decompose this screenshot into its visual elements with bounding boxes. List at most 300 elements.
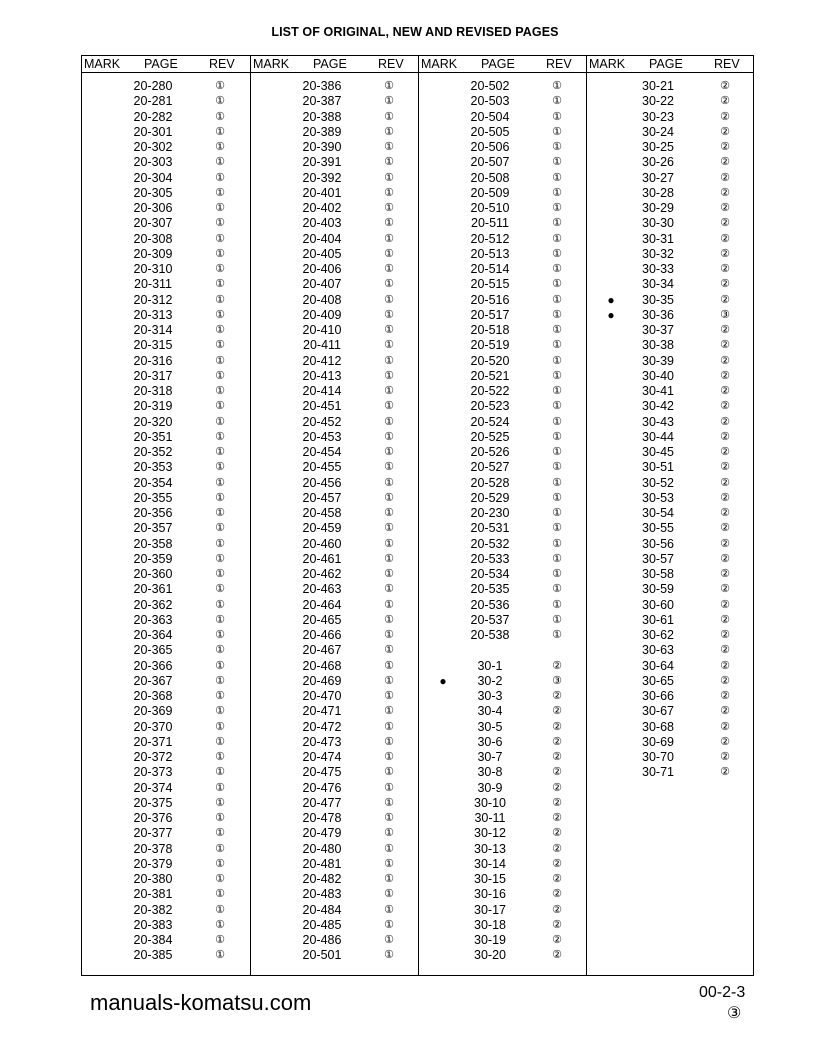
rev-cell: ① <box>552 171 562 184</box>
table-row <box>251 598 418 613</box>
page-cell: 30-23 <box>642 109 674 124</box>
table-row <box>419 613 586 628</box>
rev-cell: ① <box>215 766 225 779</box>
page-cell: 20-358 <box>133 536 173 551</box>
rev-cell: ① <box>384 247 394 260</box>
revision-table <box>81 55 754 976</box>
page-cell: 20-534 <box>470 567 510 581</box>
table-row <box>419 659 586 674</box>
table-row <box>419 918 586 933</box>
rev-cell: ① <box>384 934 394 946</box>
page-cell: 30-7 <box>477 750 503 764</box>
page-cell: 30-30 <box>642 216 674 231</box>
page-cell: 30-70 <box>642 750 674 764</box>
table-row <box>82 933 250 948</box>
rev-cell: ② <box>552 949 562 962</box>
rev-cell: ① <box>215 720 225 733</box>
table-row <box>587 216 754 231</box>
table-row <box>419 674 586 689</box>
rev-cell: ① <box>384 232 394 245</box>
page-cell: 20-386 <box>302 79 342 93</box>
rev-cell: ③ <box>720 308 730 321</box>
rev-cell: ② <box>720 247 730 260</box>
table-row <box>419 476 586 491</box>
table-row <box>587 125 754 140</box>
rev-cell: ① <box>552 507 562 519</box>
page-cell: 20-504 <box>470 109 510 124</box>
rev-cell: ① <box>215 705 225 718</box>
page-cell: 20-465 <box>302 612 342 627</box>
page-cell: 30-10 <box>474 795 506 810</box>
table-row <box>587 110 754 125</box>
page-cell: 30-15 <box>474 872 506 886</box>
rev-cell: ② <box>720 552 730 565</box>
rev-cell: ① <box>384 781 394 794</box>
table-row <box>251 948 418 963</box>
rev-cell: ① <box>384 110 394 123</box>
page-cell: 20-387 <box>302 94 342 109</box>
rev-cell: ① <box>552 110 562 123</box>
page-cell: 20-477 <box>302 795 342 810</box>
rev-cell: ① <box>384 263 394 275</box>
rev-cell: ① <box>215 278 225 291</box>
table-row <box>251 750 418 765</box>
rev-cell: ① <box>215 324 225 336</box>
table-row <box>587 94 754 109</box>
rev-cell: ① <box>215 430 225 443</box>
table-header <box>251 56 418 73</box>
table-row <box>251 842 418 857</box>
page-cell: 20-457 <box>302 490 342 505</box>
rev-cell: ① <box>215 796 225 809</box>
rev-cell: ① <box>552 141 562 153</box>
table-row <box>419 308 586 323</box>
page-cell: 30-51 <box>642 460 674 475</box>
table-row <box>419 903 586 918</box>
table-row <box>251 216 418 231</box>
table-row <box>82 201 250 216</box>
table-row <box>419 689 586 704</box>
page-cell: 20-520 <box>470 353 510 368</box>
rev-cell: ① <box>552 369 562 382</box>
page-cell: 30-56 <box>642 536 674 551</box>
table-row <box>587 140 754 155</box>
table-row <box>251 506 418 521</box>
table-row <box>251 781 418 796</box>
table-row <box>587 643 754 658</box>
rev-cell: ② <box>720 766 730 779</box>
rev-cell: ② <box>720 476 730 489</box>
table-row <box>82 613 250 628</box>
rev-cell: ① <box>215 522 225 535</box>
page-cell: 20-381 <box>133 887 173 902</box>
table-row <box>82 826 250 841</box>
table-row <box>82 735 250 750</box>
rev-cell: ① <box>215 476 225 489</box>
table-row <box>82 338 250 353</box>
rev-cell: ① <box>215 552 225 565</box>
rev-cell: ② <box>552 903 562 916</box>
page-cell: 20-412 <box>302 353 342 368</box>
page-cell: 20-505 <box>470 124 510 139</box>
table-row <box>251 354 418 369</box>
table-row <box>587 460 754 475</box>
rev-cell: ① <box>215 293 225 306</box>
page-cell: 20-403 <box>302 216 342 231</box>
mark-cell: ● <box>607 307 615 322</box>
rev-cell: ② <box>720 491 730 504</box>
table-row <box>587 750 754 765</box>
table-row <box>82 430 250 445</box>
page-cell: 20-363 <box>133 612 173 627</box>
page-cell: 30-19 <box>474 933 506 947</box>
table-row <box>251 415 418 430</box>
page-cell: 20-405 <box>302 246 342 261</box>
rev-cell: ① <box>384 949 394 962</box>
page-cell: 20-364 <box>133 628 173 642</box>
page-cell: 20-456 <box>302 475 342 490</box>
table-row <box>82 796 250 811</box>
rev-cell: ① <box>552 293 562 306</box>
table-row <box>251 171 418 186</box>
page-cell: 20-308 <box>133 231 173 246</box>
table-row <box>419 247 586 262</box>
rev-cell: ① <box>384 659 394 672</box>
page-cell: 20-475 <box>302 765 342 780</box>
page-cell: 20-512 <box>470 231 510 246</box>
table-row <box>587 308 754 323</box>
page-cell: 20-478 <box>302 811 342 825</box>
table-row <box>419 79 586 94</box>
page-cell: 20-372 <box>133 750 173 764</box>
rev-cell: ② <box>720 80 730 92</box>
rev-cell: ① <box>552 400 562 413</box>
page-cell: 20-461 <box>302 551 342 566</box>
rev-cell: ① <box>384 720 394 733</box>
table-row <box>251 79 418 94</box>
table-row <box>82 628 250 643</box>
page-cell: 30-35 <box>642 292 674 307</box>
page-cell: 20-525 <box>470 429 510 444</box>
table-row <box>82 506 250 521</box>
page-cell: 20-468 <box>302 658 342 673</box>
rev-cell: ① <box>384 629 394 641</box>
table-row <box>419 552 586 567</box>
rev-cell: ① <box>215 354 225 367</box>
rev-cell: ② <box>720 751 730 763</box>
table-row <box>419 216 586 231</box>
table-row <box>419 598 586 613</box>
page-cell: 20-518 <box>470 323 510 337</box>
page-cell: 20-469 <box>302 673 342 688</box>
page-cell: 20-517 <box>470 307 510 322</box>
table-row <box>82 277 250 292</box>
table-row <box>251 293 418 308</box>
table-row <box>419 872 586 887</box>
page-cell: 30-65 <box>642 673 674 688</box>
table-row <box>419 155 586 170</box>
header-mark: MARK <box>421 57 458 71</box>
rev-cell: ② <box>720 186 730 199</box>
table-row <box>419 567 586 582</box>
table-row <box>82 445 250 460</box>
page-cell: 30-40 <box>642 368 674 383</box>
page-cell: 30-9 <box>477 780 503 795</box>
table-row <box>251 552 418 567</box>
table-row <box>587 720 754 735</box>
page-cell: 20-462 <box>302 567 342 581</box>
rev-cell: ① <box>215 812 225 824</box>
page-cell: 30-41 <box>642 384 674 398</box>
page-cell: 20-357 <box>133 521 173 536</box>
rev-cell: ① <box>215 690 225 702</box>
page-cell: 20-390 <box>302 140 342 154</box>
page-cell: 30-42 <box>642 399 674 414</box>
table-row <box>251 201 418 216</box>
table-row <box>82 659 250 674</box>
table-row <box>251 521 418 536</box>
table-row <box>587 430 754 445</box>
page-cell: 30-38 <box>642 338 674 353</box>
rev-cell: ① <box>552 552 562 565</box>
table-row <box>82 415 250 430</box>
page-cell: 20-371 <box>133 734 173 749</box>
rev-cell: ① <box>384 324 394 336</box>
rev-cell: ① <box>384 507 394 519</box>
rev-cell: ① <box>215 583 225 596</box>
page-cell: 20-463 <box>302 582 342 597</box>
page-cell: 30-1 <box>477 658 503 673</box>
rev-cell: ① <box>384 217 394 230</box>
page-cell: 20-318 <box>133 384 173 398</box>
rev-cell: ① <box>552 247 562 260</box>
table-row <box>251 826 418 841</box>
page-cell: 30-67 <box>642 704 674 719</box>
table-row <box>82 125 250 140</box>
table-row <box>419 628 586 643</box>
page-cell: 20-508 <box>470 170 510 185</box>
rev-cell: ② <box>552 827 562 840</box>
page-cell: 20-516 <box>470 292 510 307</box>
rev-cell: ② <box>720 430 730 443</box>
table-header <box>419 56 586 73</box>
table-row <box>587 765 754 780</box>
page-cell: 30-71 <box>642 765 674 780</box>
table-row <box>587 369 754 384</box>
page-cell: 20-352 <box>133 445 173 459</box>
table-row <box>82 552 250 567</box>
rev-cell: ① <box>384 613 394 626</box>
table-row <box>419 140 586 155</box>
rev-cell: ② <box>552 751 562 763</box>
page-cell: 30-31 <box>642 231 674 246</box>
page-cell: 20-355 <box>133 490 173 505</box>
table-row <box>587 598 754 613</box>
rev-cell: ② <box>720 644 730 657</box>
rev-cell: ① <box>215 461 225 474</box>
rev-cell: ① <box>215 247 225 260</box>
rev-cell: ② <box>720 659 730 672</box>
rev-cell: ① <box>552 232 562 245</box>
page-cell: 30-37 <box>642 323 674 337</box>
table-row <box>419 582 586 597</box>
rev-cell: ① <box>384 446 394 458</box>
page-cell: 20-369 <box>133 704 173 719</box>
table-row <box>82 567 250 582</box>
rev-cell: ① <box>384 385 394 397</box>
rev-cell: ① <box>384 751 394 763</box>
page-cell: 20-483 <box>302 887 342 902</box>
rev-cell: ① <box>215 80 225 92</box>
rev-cell: ① <box>552 583 562 596</box>
table-row <box>419 232 586 247</box>
page-cell: 20-311 <box>134 277 172 292</box>
page-cell: 20-282 <box>133 109 173 124</box>
page-cell: 30-64 <box>642 658 674 673</box>
rev-cell: ① <box>215 613 225 626</box>
header-rev: REV <box>209 57 235 71</box>
table-row <box>419 811 586 826</box>
table-row <box>251 857 418 872</box>
page-cell: 20-302 <box>133 140 173 154</box>
table-row <box>82 110 250 125</box>
page-cell: 20-303 <box>133 155 173 170</box>
rev-cell: ② <box>720 735 730 748</box>
table-row <box>419 125 586 140</box>
page-number: 00-2-3 <box>699 984 746 1001</box>
rev-cell: ① <box>552 80 562 92</box>
page-cell: 20-366 <box>133 658 173 673</box>
page-cell: 20-353 <box>133 460 173 475</box>
page-cell: 20-374 <box>133 780 173 795</box>
rev-cell: ① <box>215 202 225 214</box>
page-cell: 20-519 <box>470 338 510 353</box>
table-row <box>419 826 586 841</box>
page-cell: 20-501 <box>302 948 342 963</box>
page-cell: 20-471 <box>302 704 342 719</box>
table-row <box>419 399 586 414</box>
page-cell: 20-473 <box>302 734 342 749</box>
rev-cell: ① <box>215 232 225 245</box>
table-row <box>82 232 250 247</box>
page-cell: 30-4 <box>477 704 503 719</box>
table-row <box>419 415 586 430</box>
header-mark: MARK <box>589 57 626 71</box>
page-cell: 30-22 <box>642 94 674 109</box>
table-row <box>419 842 586 857</box>
page-cell: 20-306 <box>133 201 173 215</box>
table-row <box>82 872 250 887</box>
table-row <box>419 521 586 536</box>
page-cell: 30-61 <box>642 612 674 627</box>
header-rev: REV <box>378 57 404 71</box>
rev-cell: ② <box>720 278 730 291</box>
rev-cell: ① <box>384 400 394 413</box>
rev-cell: ① <box>215 446 225 458</box>
page-cell: 30-63 <box>642 643 674 658</box>
table-row <box>82 643 250 658</box>
table-row <box>82 247 250 262</box>
table-row <box>82 323 250 338</box>
page-cell: 20-360 <box>133 567 173 581</box>
rev-cell: ① <box>552 125 562 138</box>
page-cell: 20-388 <box>302 109 342 124</box>
page-cell: 30-25 <box>642 140 674 154</box>
table-row <box>82 674 250 689</box>
table-row <box>587 476 754 491</box>
table-row <box>251 232 418 247</box>
table-row <box>419 460 586 475</box>
table-row <box>419 506 586 521</box>
page-cell: 30-66 <box>642 689 674 703</box>
table-row <box>587 399 754 414</box>
rev-cell: ① <box>215 934 225 946</box>
page-cell: 20-476 <box>302 780 342 795</box>
rev-cell: ① <box>552 476 562 489</box>
table-row <box>587 613 754 628</box>
table-row <box>251 643 418 658</box>
rev-cell: ① <box>552 217 562 230</box>
rev-cell: ② <box>720 293 730 306</box>
table-row <box>251 872 418 887</box>
watermark: manuals-komatsu.com <box>90 990 312 1015</box>
rev-cell: ① <box>215 369 225 382</box>
page-cell: 20-524 <box>470 414 510 429</box>
page-cell: 20-280 <box>133 79 173 93</box>
rev-cell: ① <box>384 857 394 870</box>
rev-cell: ① <box>215 781 225 794</box>
page-cell: 20-408 <box>302 292 342 307</box>
page-cell: 30-29 <box>642 201 674 215</box>
rev-cell: ① <box>215 308 225 321</box>
table-column-group <box>250 56 418 975</box>
page-cell: 20-414 <box>302 384 342 398</box>
page-cell: 20-361 <box>133 582 173 597</box>
table-row <box>419 338 586 353</box>
page-cell: 30-58 <box>642 567 674 581</box>
page-cell: 20-515 <box>470 277 510 292</box>
table-row <box>587 704 754 719</box>
rev-cell: ② <box>552 766 562 779</box>
page-cell: 20-319 <box>133 399 173 414</box>
page-cell: 30-17 <box>474 902 506 917</box>
rev-cell: ① <box>215 842 225 855</box>
page-cell: 30-33 <box>642 262 674 276</box>
page-cell: 30-8 <box>477 765 503 780</box>
page-cell: 20-385 <box>133 948 173 963</box>
table-row <box>82 842 250 857</box>
table-row <box>587 674 754 689</box>
header-mark: MARK <box>253 57 290 71</box>
rev-cell: ② <box>720 690 730 702</box>
table-row <box>419 201 586 216</box>
page-cell: 20-532 <box>470 536 510 551</box>
page-cell: 20-389 <box>302 124 342 139</box>
rev-cell: ① <box>215 659 225 672</box>
table-row <box>419 110 586 125</box>
table-row <box>251 186 418 201</box>
page-cell: 20-230 <box>470 506 510 520</box>
rev-cell: ② <box>552 934 562 946</box>
table-row <box>419 735 586 750</box>
table-row <box>82 293 250 308</box>
rev-cell: ② <box>720 385 730 397</box>
table-row <box>251 765 418 780</box>
table-row <box>251 796 418 811</box>
table-row <box>419 445 586 460</box>
page-cell: 20-301 <box>133 124 173 139</box>
table-row <box>82 460 250 475</box>
